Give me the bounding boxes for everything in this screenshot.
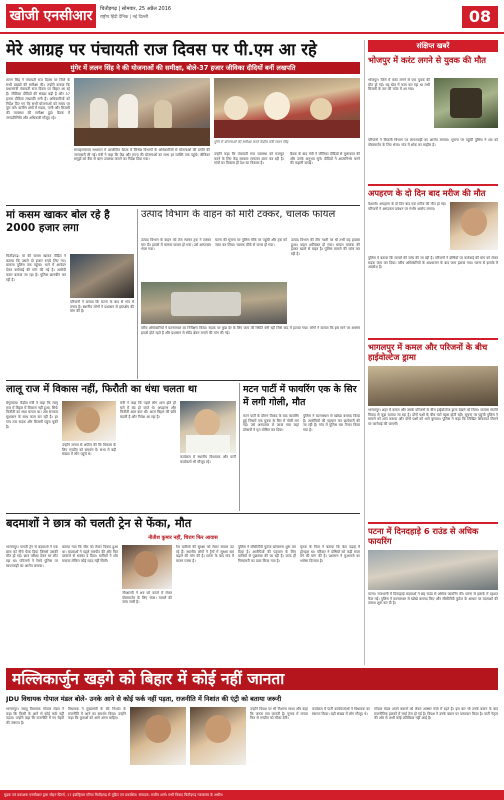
masthead (0, 0, 504, 34)
newspaper-logo: खोजी एनसीआर (6, 4, 96, 28)
lead-body-col-1: ललन सिंह ने पंचायती राज दिवस पर जिले के सभी प्रखंडों की समीक्षा की। उन्होंने बताया कि प्रधानमंत्री पंचायती राज दिवस पर बिहार आ रहे हैं। जीविका दीदियों की संख्या बढ़ी है और 37 हजार दीदियां लखपति बनी हैं। अधिकारियों को निर्देश दिए गए कि सभी योजनाओं को समय पर पूरा करें। ग्रामीण क्षेत्रों में सड़क, पानी और बिजली की व्यवस्था की समीक्षा हुई। बैठक में जनप्रतिनिधि और अधिकारी मौजूद रहे। (6, 78, 70, 120)
story-train-body-6: मृतक के पिता ने बताया कि बेटा पढ़ाई में होनहार था। परिवार ने दोषियों को कड़ी सजा देने की मांग की है। प्रशासन ने मुआवजे का भरोसा दिलाया है। (300, 545, 360, 564)
sidebar-story-3-photo (368, 366, 498, 406)
lead-body-col-4: बैठक के बाद मंत्री ने जीविका दीदियों से मुलाकात की और उनके अनुभव सुने। दीदियों ने आत्मनिर्भर बनने की कहानी बताई। (290, 152, 360, 166)
story-train-body-2: बताया गया कि सीट को लेकर विवाद हुआ था। बदमाशों ने पहले मारपीट की और फिर दरवाजे से धक्का दे दिया। यात्रियों ने शोर मचाया लेकिन कोई मदद नहीं मिली। (62, 545, 118, 564)
lead-body-col-3: उन्होंने कहा कि पंचायती राज व्यवस्था को मजबूत करने के लिए केंद्र सरकार लगातार काम कर रही है। गांवों का विकास ही देश का विकास है। (214, 152, 284, 166)
story-firing-body-1: मटन पार्टी के दौरान विवाद के बाद फायरिंग हुई जिसमें एक युवक के सिर में गोली लग गई। उसे अस्पताल ले जाया गया जहां डॉक्टरों ने मृत घोषित कर दिया। (243, 414, 299, 433)
story-lalu-body-3: मंत्री ने कहा कि पहले लोग शाम होते ही घरों में बंद हो जाते थे। अपहरण और फिरौती आम बात थी। आज बिहार की छवि बदली है और निवेश आ रहा है। (120, 401, 176, 420)
sidebar-story-4-body: पटना। राजधानी में दिनदहाड़े बदमाशों ने छह राउंड से अधिक फायरिंग की। घटना से इलाके में दहशत फैल गई। पुलिस ने घटनास्थल से खोखे बरामद किए और सीसीटीवी फुटेज के आधार पर बदमाशों की तलाश शुरू कर दी है। (368, 592, 498, 606)
sidebar-story-2-body-2: पुलिस ने बताया कि मामले की जांच की जा रही है। परिजनों ने दोषियों पर कार्रवाई की मांग को लेकर सड़क जाम कर दिया। वरीय अधिकारियों के आश्वासन के बाद जाम हटाया गया। घटना से इलाके में आक्रोश है। (368, 256, 498, 270)
sidebar-story-1-body-2: परिजनों ने बिजली विभाग पर लापरवाही का आरोप लगाया। सूचना पर पहुंची पुलिस ने शव को पोस्टमार्टम के लिए भेजा। गांव में शोक का माहौल है। (368, 138, 498, 147)
sidebar-story-3-body: भागलपुर। शहर में कमल और उसके परिजनों के बीच हाईवोल्टेज ड्रामा देखने को मिला। मामला संपत्ति विवाद से जुड़ा बताया जा रहा है। दोनों पक्षों के बीच घंटों बहस होती रही। सूचना पर पहुंची पुलिस ने मामले को शांत कराया और दोनों पक्षों को थाने बुलाया। पुलिस ने कहा कि लिखित शिकायत मिलने पर कार्रवाई की जाएगी। (368, 408, 498, 427)
story-excise-headline: उत्पाद विभाग के वाहन को मारी टक्कर, चालक फायल (141, 209, 336, 220)
story-lalu-photo-1 (62, 401, 116, 441)
story-excise-photo (141, 282, 287, 324)
lead-headline: मेरे आग्रह पर पंचायती राज दिवस पर पी.एम आ रहे (6, 40, 317, 59)
story-jdu-headline: JDU विधायक गोपाल मंडल बोले- उनके आने से कोई फर्क नहीं पड़ता, राजनीति में निशांत की एंट्री को बताया जरूरी (6, 695, 282, 703)
sidebar-story-2-headline: अपहरण के दो दिन बाद मरीज की मौत (368, 188, 486, 198)
bottom-banner (6, 668, 498, 690)
tagline: राष्ट्रीय हिंदी दैनिक | नई दिल्ली (100, 15, 149, 20)
lead-photo-caption: मुंगेर में योजनाओं की समीक्षा करते केंद्रीय मंत्री ललन सिंह (214, 140, 289, 144)
story-poison-body-2: परिजनों ने बताया कि घटना के बाद से गांव में तनाव है। स्थानीय लोगों ने प्रशासन से हस्तक्षेप की मांग की है। (70, 300, 134, 314)
story-lalu-headline: लालू राज में विकास नहीं, फिरौती का धंधा चलता था (6, 384, 197, 395)
story-firing-headline: मटन पार्टी में फायरिंग एक के सिर में लगी गोली, मौत (243, 384, 357, 408)
story-lalu-body-2: उन्होंने जनता से अपील की कि विकास के लिए एनडीए को समर्थन दें। सभा में बड़ी संख्या में लोग पहुंचे थे। (62, 443, 116, 457)
lead-photo-meeting (74, 78, 210, 146)
story-jdu-body-3: उन्होंने विपक्ष पर भी निशाना साधा और कहा कि जनता सब जानती है। चुनाव में जनता फिर से एनडीए को मौका देगी। (250, 707, 308, 721)
story-excise-body-3: उत्पाद विभाग की टीम गश्ती पर थी तभी यह हादसा हुआ। वाहन क्षतिग्रस्त हो गया। घायल चालक की हालत खतरे से बाहर है। पुलिस मामले की जांच कर रही है। (291, 238, 360, 257)
story-train-headline: बदमाशों ने छात्र को चलती ट्रेन से फेंका, मौत (6, 516, 192, 530)
story-lalu-body-1: बेगूसराय। केंद्रीय मंत्री ने कहा कि लालू राज में बिहार में विकास नहीं हुआ, सिर्फ फिरौती का धंधा चलता था। अब सरकार सुशासन के साथ काम कर रही है। हर गांव तक सड़क और बिजली पहुंच चुकी है। (6, 401, 58, 429)
story-lalu-body-4: कार्यक्रम में स्थानीय विधायक और पार्टी कार्यकर्ता भी मौजूद रहे। (180, 455, 236, 464)
story-jdu-photo-2 (190, 707, 246, 765)
story-excise-body-1: उत्पाद विभाग के वाहन को तेज रफ्तार ट्रक ने टक्कर मार दी। हादसे में चालक घायल हो गया। उसे अस्पताल भेजा गया। (141, 238, 211, 252)
story-train-body-4: रेल यात्रियों की सुरक्षा को लेकर सवाल उठ रहे हैं। स्थानीय लोगों ने ट्रेनों में सुरक्षा बल बढ़ाने की मांग की है। घटना के बाद गांव में मातम पसरा है। (176, 545, 234, 564)
story-poison-photo (70, 254, 134, 298)
story-jdu-body-2: विधायक ने मुख्यमंत्री के बेटे निशांत के राजनीति में आने का समर्थन किया। उन्होंने कहा कि युवाओं को आगे आना चाहिए। (68, 707, 126, 721)
sidebar-story-3-headline: भागलपुर में कमल और परिजनों के बीच हाईवोल्टेज ड्रामा (368, 342, 488, 362)
footer-bar (0, 790, 504, 800)
lead-subheadline: मुंगेर में ललन सिंह ने की योजनाओं की समीक्षा, बोले-37 हजार जीविका दीदियों बनीं लखपति (6, 62, 360, 74)
sidebar-story-1-photo (434, 78, 498, 128)
story-train-body-1: भागलपुर। चलती ट्रेन से बदमाशों ने एक छात्र को नीचे फेंक दिया जिससे उसकी मौत हो गई। छात्र परीक्षा देकर घर लौट रहा था। परिजनों ने रेलवे पुलिस पर लापरवाही का आरोप लगाया। (6, 545, 58, 568)
sidebar-section-tag: संक्षिप्त खबरें (368, 40, 498, 52)
story-kharge-headline: मल्लिकार्जुन खड़गे को बिहार में कोई नहीं जानता (12, 670, 285, 688)
footer-imprint: मुद्रक एवं प्रकाशक एनसीआर द्वारा मोहन प्रिंटर्स, 17 इंडस्ट्रियल एरिया चितौड़गढ़ से मुद्रित एवं प्रकाशित। संपादक: राजीव शर्मा। सभी विवाद चितौड़गढ़ न्यायालय के अधीन। (4, 793, 224, 797)
story-lalu-photo-2 (180, 401, 236, 453)
story-train-body-5: पुलिस ने सीसीटीवी फुटेज खंगालना शुरू कर दिया है। आरोपियों की पहचान के लिए यात्रियों से पूछताछ की जा रही है। जल्द ही गिरफ्तारी का दावा किया गया है। (238, 545, 296, 564)
story-train-body-3: जीआरपी ने शव को कब्जे में लेकर पोस्टमार्टम के लिए भेजा। मामले की जांच जारी है। (122, 591, 172, 605)
sidebar-story-2-photo (450, 202, 498, 250)
story-firing-body-2: पुलिस ने घटनास्थल से खोखा बरामद किया है। आरोपियों की पहचान कर छापेमारी की जा रही है। गांव में पुलिस बल तैनात किया गया है। (303, 414, 360, 433)
lead-photo-crowd (214, 78, 360, 138)
story-excise-body-4: वरीय अधिकारियों ने घटनास्थल का निरीक्षण किया। सड़क पर कुछ देर के लिए जाम की स्थिति बनी रही जिसे बाद में हटाया गया। लोगों ने बताया कि इस मार्ग पर अक्सर हादसे होते रहते हैं और प्रशासन से स्पीड ब्रेकर बनाने की मांग की गई। (141, 326, 360, 335)
sidebar-story-1-body-1: भोजपुर। जिले में करंट लगने से एक युवक की मौत हो गई। वह खेत में काम कर रहा था तभी बिजली के तार की चपेट में आ गया। (368, 78, 430, 92)
story-jdu-body-4: कार्यक्रम में पार्टी कार्यकर्ताओं ने विधायक का स्वागत किया। बड़ी संख्या में लोग मौजूद थे। (312, 707, 370, 716)
story-jdu-photo-1 (130, 707, 186, 765)
dateline: चितौड़गढ़ | सोमवार, 25 अप्रैल 2016 (100, 6, 172, 12)
story-excise-body-2: घटना की सूचना पर पुलिस मौके पर पहुंची और ट्रक को जब्त कर लिया। चालक मौके से फरार हो गया। (215, 238, 287, 247)
sidebar-story-4-photo (368, 550, 498, 590)
story-jdu-body-1: भागलपुर। जदयू विधायक गोपाल मंडल ने कहा कि किसी के आने से कोई फर्क नहीं पड़ता। उन्होंने कहा कि राजनीति में नए चेहरों की जरूरत है। (6, 707, 64, 726)
story-poison-headline: मां कसम खाकर बोल रहे है 2000 हजार लगा (6, 209, 110, 234)
story-train-subheadline: नीतीश कुमार नहीं, चिराग फिर आवास (148, 535, 218, 541)
story-train-photo (122, 545, 172, 589)
lead-body-col-2: समाहरणालय सभागार में आयोजित बैठक में विभिन्न विभागों के अधिकारियों से योजनाओं की प्रगति की जानकारी ली गई। मंत्री ने कहा कि केंद्र और राज्य की योजनाओं का लाभ हर व्यक्ति तक पहुंचे। जीविका समूहों को बैंक से ऋण उपलब्ध कराने का निर्देश दिया गया। (74, 148, 210, 162)
sidebar-story-2-body-1: वैशाली। अपहरण के दो दिन बाद एक मरीज की मौत हो गई। परिजनों ने अस्पताल प्रबंधन पर गंभीर आरोप लगाए। (368, 202, 446, 211)
sidebar-story-4-headline: पटना में दिनदहाड़े 6 राउंड से अधिक फायरिंग (368, 526, 479, 546)
story-jdu-body-5: गोपाल मंडल अपने बयानों को लेकर अक्सर चर्चा में रहते हैं। इस बार भी उनके बयान के बाद राजनीतिक हलकों में चर्चा तेज हो गई है। विपक्ष ने उनके बयान पर पलटवार किया है। पार्टी नेतृत्व की ओर से अभी कोई प्रतिक्रिया नहीं आई है। (374, 707, 498, 721)
page-number: 08 (462, 6, 498, 28)
sidebar-story-1-headline: भोजपुर में करंट लगने से युवक की मौत (368, 55, 487, 65)
story-poison-body-1: चितौड़गढ़। मां की कसम खाकर पीड़ित ने बताया कि उससे दो हजार रुपये लिए गए। मामला पुलिस तक पहुंचा। थाने में आवेदन देकर कार्रवाई की मांग की गई है। आरोपी फरार बताया जा रहा है। पुलिस छानबीन कर रही है। (6, 254, 66, 282)
